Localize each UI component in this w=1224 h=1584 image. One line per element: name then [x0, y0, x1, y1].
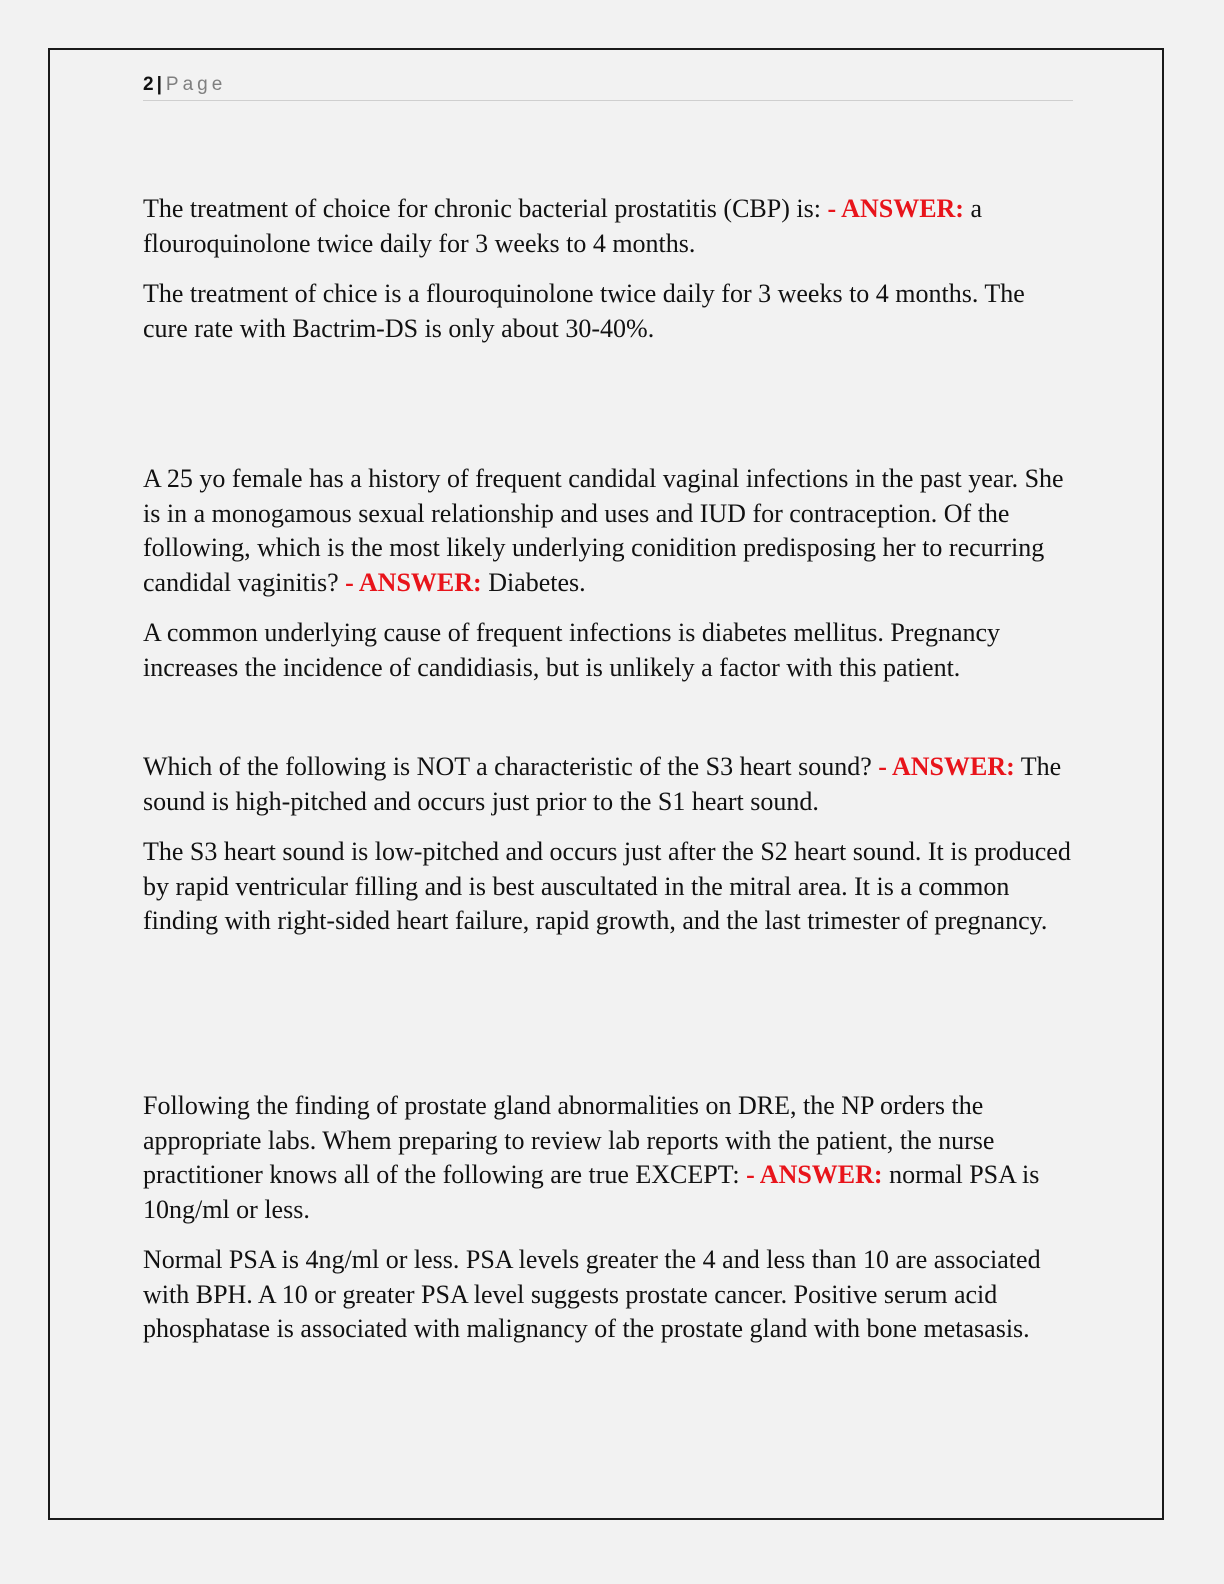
answer-marker: - ANSWER:	[827, 194, 964, 223]
answer: Diabetes.	[488, 567, 586, 597]
answer-marker: - ANSWER:	[345, 567, 482, 597]
answer: normal PSA is 10ng/ml or less.	[143, 1160, 1040, 1224]
question-text	[143, 750, 1073, 819]
qa-item-1	[143, 192, 1073, 346]
question-text	[143, 462, 1073, 600]
question: Which of the following is NOT a characteristic of the S3 heart sound?	[143, 752, 872, 781]
question-text	[143, 1089, 1073, 1227]
explanation: The treatment of chice is a flouroquinolone twice daily for 3 weeks to 4 months. The cure rate with Bactrim-DS is only about 30-40%.	[143, 279, 1025, 343]
explanation: A common underlying cause of frequent infections is diabetes mellitus. Pregnancy increases the incidence of candidiasis, but is unlikely a factor with this patient.	[143, 618, 1001, 682]
page-number: 2	[143, 74, 154, 95]
explanation: Normal PSA is 4ng/ml or less. PSA levels greater the 4 and less than 10 are associated with BPH. A 10 or greater PSA level suggests prostate cancer. Positive serum acid phosphatase is associated with malignancy of the prostate gland with bone metasasis.	[143, 1245, 1041, 1343]
page-header	[143, 74, 1073, 101]
explanation: The S3 heart sound is low-pitched and occurs just after the S2 heart sound. It is produced by rapid ventricular filling and is best auscultated in the mitral area. It is a common finding with right-sided heart failure, rapid growth, and the last trimester of pregnancy.	[143, 837, 1071, 935]
answer: a flouroquinolone twice daily for 3 weeks to 4 months.	[143, 194, 983, 258]
page-label: Page	[165, 74, 227, 95]
question: Following the finding of prostate gland abnormalities on DRE, the NP orders the appropriate labs. Whem preparing to review lab reports with the patient, the nurse practitioner knows all of the following are true EXCEPT:	[143, 1091, 995, 1189]
answer-marker: - ANSWER:	[746, 1160, 883, 1189]
header-separator: |	[156, 74, 162, 95]
qa-item-2	[143, 462, 1073, 685]
question-text	[143, 192, 1073, 261]
qa-item-3	[143, 750, 1073, 939]
qa-item-4	[143, 1089, 1073, 1347]
answer-marker: - ANSWER:	[878, 752, 1015, 781]
question: The treatment of choice for chronic bacterial prostatitis (CBP) is:	[143, 194, 821, 223]
question: A 25 yo female has a history of frequent candidal vaginal infections in the past year. She is in a monogamous sexual relationship and uses and IUD for contraception. Of the following, which is the most likely underlying conidition predisposing her to recurring candidal vaginitis?	[143, 464, 1064, 597]
answer: The sound is high-pitched and occurs just prior to the S1 heart sound.	[143, 752, 1062, 816]
